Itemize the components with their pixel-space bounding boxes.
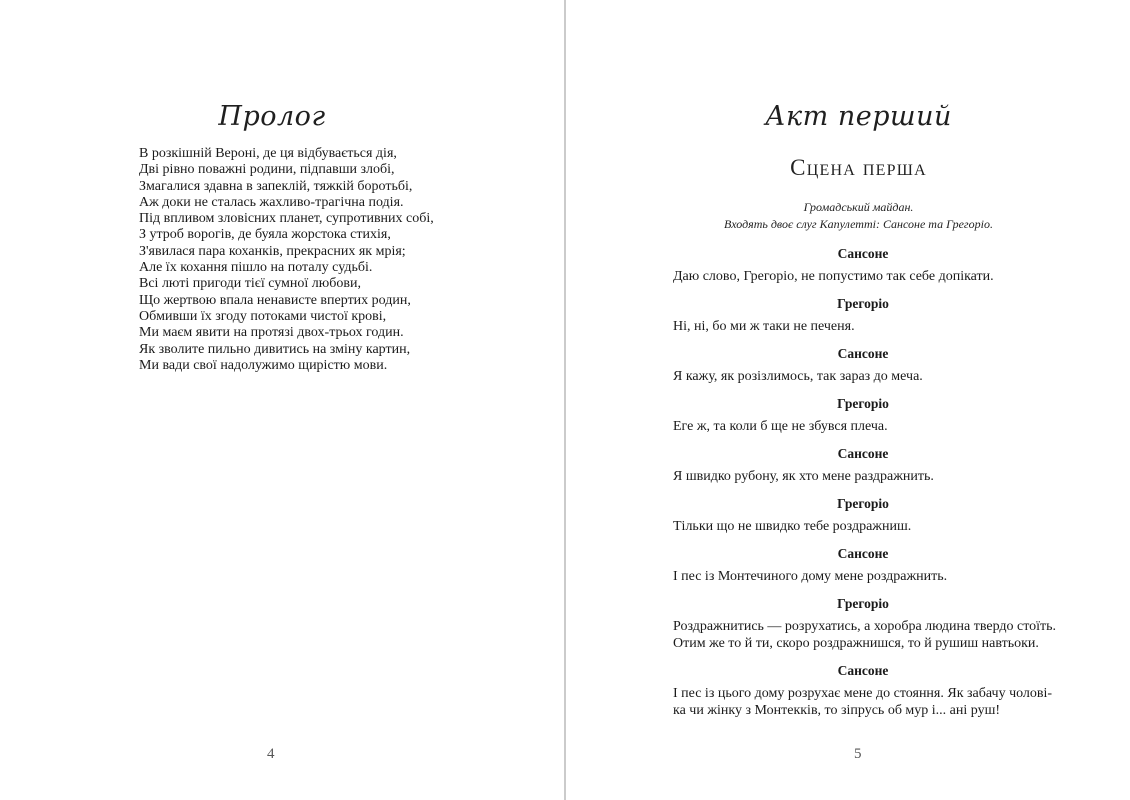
page-number-left: 4 (267, 746, 275, 762)
speech-line: Даю слово, Грегоріо, не попустимо так себе допікати. (673, 269, 994, 284)
speaker-name: Сансоне (837, 546, 889, 561)
prologue-title: Пролог (218, 101, 326, 132)
verse-line: З утроб ворогів, де буяла жорстока стихія, (139, 227, 391, 243)
verse-line: Дві рівно поважні родини, підпавши злобі, (139, 162, 395, 178)
speaker-name: Сансоне (837, 663, 889, 678)
speaker-name: Грегоріо (837, 296, 889, 311)
speech-line: Я кажу, як розізлимось, так зараз до меча. (673, 369, 923, 384)
stage-direction-line: Входять двоє слуг Капулетті: Сансоне та Грегоріо. (724, 217, 993, 231)
speaker-name: Сансоне (837, 246, 889, 261)
dialogue-entry (673, 295, 1053, 335)
dialogue-entry (673, 245, 1053, 285)
speaker-name: Сансоне (837, 346, 889, 361)
verse-line: Всі люті пригоди тієї сумної любови, (139, 276, 361, 292)
verse-line: Змагалися здавна в запеклій, тяжкій боротьбі, (139, 178, 413, 194)
verse-line: Як зволите пильно дивитись на зміну картин, (139, 341, 411, 357)
dialogue-entry (673, 395, 1053, 435)
speech-line: Еге ж, та коли б ще не збувся плеча. (673, 419, 888, 434)
stage-direction-line: Громадський майдан. (803, 200, 914, 214)
verse-line: З'явилася пара коханків, прекрасних як мрія; (139, 243, 406, 259)
dialogue-entry (673, 345, 1053, 385)
right-page (567, 0, 1130, 800)
speaker-name: Грегоріо (837, 596, 889, 611)
speech-line: І пес із цього дому розрухає мене до стояння. Як забачу чолові- (673, 686, 1053, 701)
stage-direction (567, 199, 1130, 233)
left-page (0, 0, 564, 800)
speech-line: Тільки що не швидко тебе роздражниш. (673, 519, 912, 534)
scene-title: Сцена перша (790, 155, 927, 180)
verse-line: Але їх кохання пішло на поталу судьбі. (139, 260, 373, 276)
act-title: Акт перший (765, 101, 952, 132)
speaker-name: Грегоріо (837, 496, 889, 511)
verse-line: Що жертвою впала ненависте впертих родин, (139, 292, 411, 308)
speaker-name: Сансоне (837, 446, 889, 461)
verse-line: Під впливом зловісних планет, супротивних собі, (139, 211, 434, 227)
page-number-right: 5 (854, 746, 862, 762)
speech-line: Роздражнитись — розрухатись, а хоробра людина твердо стоїть. (673, 619, 1057, 634)
page-gutter-divider (564, 0, 566, 800)
verse-line: Ми маєм явити на протязі двох-трьох годин. (139, 325, 404, 341)
prologue-verse (139, 146, 469, 374)
dialogue-entry (673, 662, 1053, 719)
dialogue-entry (673, 545, 1053, 585)
speaker-name: Грегоріо (837, 396, 889, 411)
verse-line: В розкішній Вероні, де ця відбувається дія, (139, 146, 397, 161)
speech-line: Ні, ні, бо ми ж таки не печеня. (673, 319, 855, 334)
dialogue-entry (673, 495, 1053, 535)
dialogue-entry (673, 595, 1057, 652)
dialogue-entry (673, 445, 1053, 485)
speech-line: Я швидко рубону, як хто мене раздражнить. (673, 469, 934, 484)
verse-line: Ми вади свої надолужимо щирістю мови. (139, 357, 388, 373)
verse-line: Аж доки не сталась жахливо-трагічна подія. (139, 194, 404, 210)
verse-line: Обмивши їх згоду потоками чистої крові, (139, 308, 387, 324)
speech-line: І пес із Монтечиного дому мене роздражнить. (673, 569, 948, 584)
speech-line: Отим же то й ти, скоро роздражнишся, то й рушиш навтьоки. (673, 636, 1039, 651)
speech-line: ка чи жінку з Монтекків, то зіпрусь об мур і... ані руш! (673, 703, 1001, 718)
dialogue (673, 245, 1057, 729)
